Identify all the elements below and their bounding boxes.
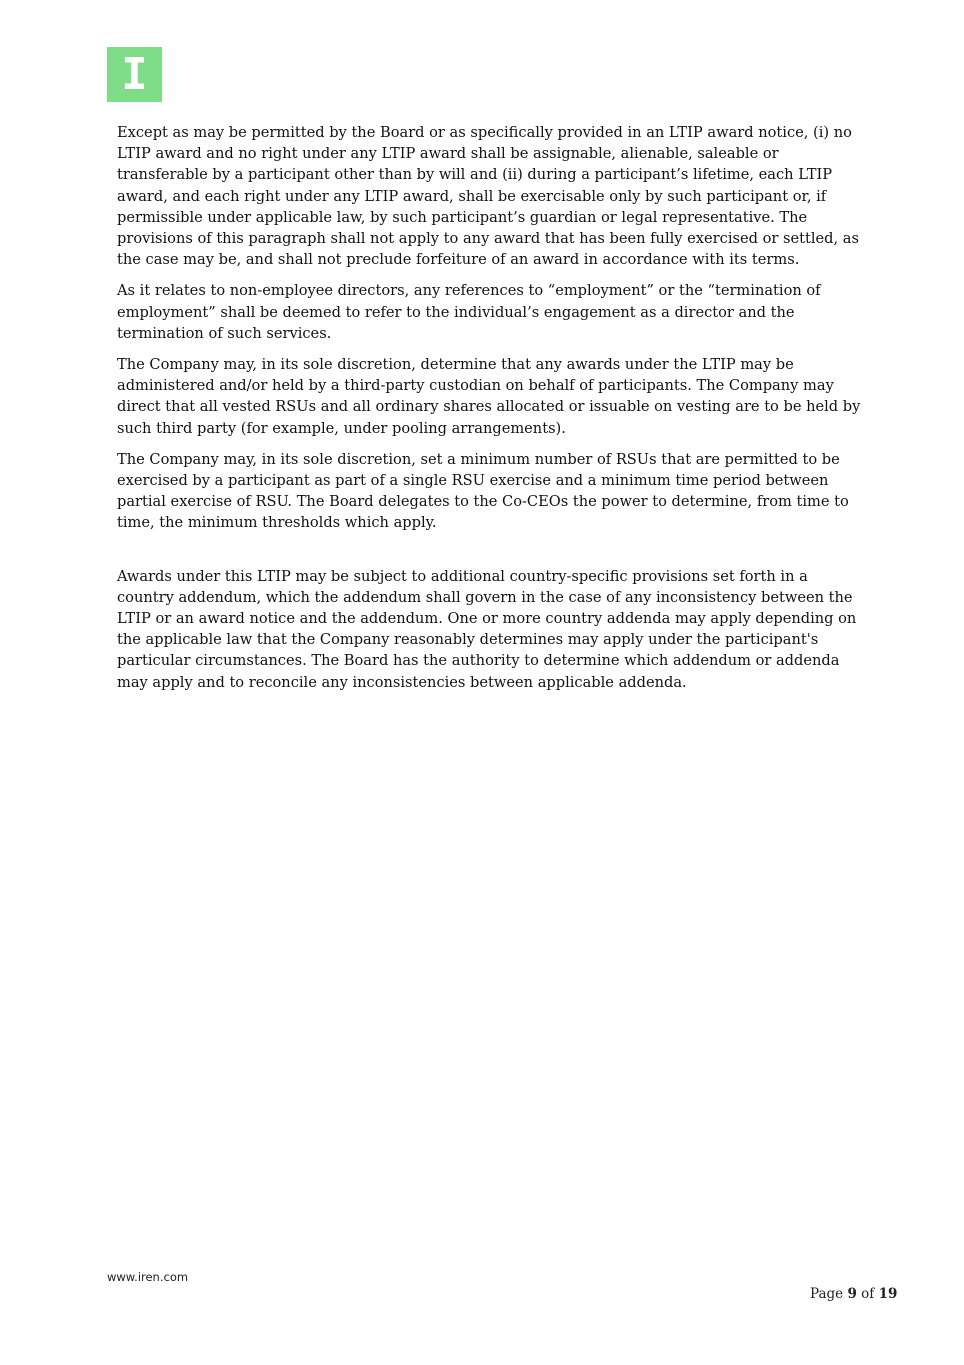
paragraph-custodian: The Company may, in its sole discretion, determine that any awards under the LTIP may be administered and/or held by a third-party custodian on behalf of participants. The Company may direct that all vested RSUs and all ordinary shares allocated or issuable on vesting are to be held by such third party (for example, under pooling arrangements). (117, 356, 861, 437)
paragraph-transferability: Except as may be permitted by the Board or as specifically provided in an LTIP award notice, (i) no LTIP award and no right under any LTIP award shall be assignable, alienable, saleable or transferable by a participant other than by will and (ii) during a participant’s lifetime, each LTIP award, and each right under any LTIP award, shall be exercisable only by such participant or, if permissible under applicable law, by such participant’s guardian or legal representative. The provisions of this paragraph shall not apply to any award that has been fully exercised or settled, as the case may be, and shall not preclude forfeiture of an award in accordance with its terms. (117, 124, 859, 269)
paragraph-country-addendum: Awards under this LTIP may be subject to additional country-specific provisions set forth in a country addendum, which the addendum shall govern in the case of any inconsistency between the LTIP or an award notice and the addendum. One or more country addenda may apply depending on the applicable law that the Company reasonably determines may apply under the participant's particular circumstances. The Board has the authority to determine which addendum or addenda may apply and to reconcile any inconsistencies between applicable addenda. (117, 567, 857, 691)
page-current: 9 (847, 1286, 857, 1302)
company-logo (107, 47, 162, 102)
page-prefix: Page (810, 1286, 844, 1302)
page-total: 19 (878, 1286, 898, 1302)
page-of: of (861, 1286, 875, 1302)
footer-website-link[interactable]: www.iren.com (107, 1270, 189, 1284)
document-body (117, 122, 865, 703)
paragraph-minimum-exercise: The Company may, in its sole discretion, set a minimum number of RSUs that are permitted to be exercised by a participant as part of a single RSU exercise and a minimum time period between partial exercise of RSU. The Board delegates to the Co-CEOs the power to determine, from time to time, the minimum thresholds which apply. (117, 450, 849, 532)
page-number (810, 1286, 897, 1302)
logo-letter: I (121, 48, 148, 100)
paragraph-non-employee-directors: As it relates to non-employee directors, any references to “employment” or the “termination of employment” shall be deemed to refer to the individual’s engagement as a director and the termination of such services. (117, 282, 821, 342)
